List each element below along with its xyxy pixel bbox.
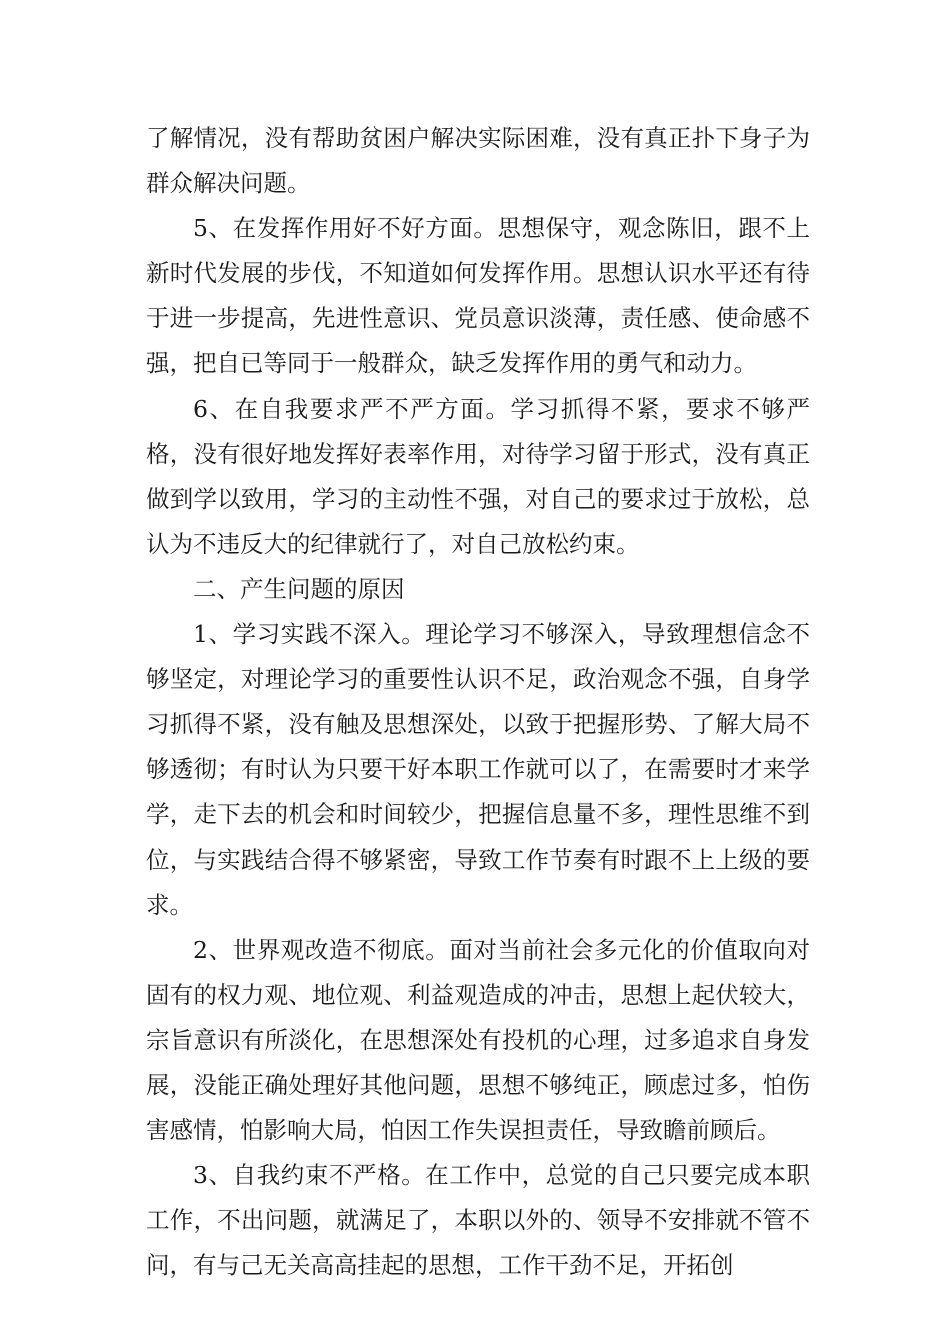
section-heading-causes: 二、产生问题的原因 bbox=[193, 574, 405, 603]
paragraph-item-6: 6、在自我要求严不严方面。学习抓得不紧，要求不够严格，没有很好地发挥好表率作用，对待学习留于形式，没有真正做到学以致用，学习的主动性不强，对自己的要求过于放松，总认为不违反大的纪律就行了，对自己放松约束。 bbox=[146, 394, 810, 558]
document-page bbox=[146, 116, 810, 1288]
paragraph-cause-3: 3、自我约束不严格。在工作中，总觉的自己只要完成本职工作，不出问题，就满足了，本职以外的、领导不安排就不管不问，有与己无关高高挂起的思想，工作干劲不足，开拓创 bbox=[146, 1161, 810, 1280]
paragraph-item-5: 5、在发挥作用好不好方面。思想保守，观念陈旧，跟不上新时代发展的步伐，不知道如何发挥作用。思想认识水平还有待于进一步提高，先进性意识、党员意识淡薄，责任感、使命感不强，把自已等同于一般群众，缺乏发挥作用的勇气和动力。 bbox=[146, 214, 810, 378]
paragraph-cause-1: 1、学习实践不深入。理论学习不够深入，导致理想信念不够坚定，对理论学习的重要性认识不足，政治观念不强，自身学习抓得不紧，没有触及思想深处，以致于把握形势、了解大局不够透彻；有时认为只要干好本职工作就可以了，在需要时才来学学，走下去的机会和时间较少，把握信息量不多，理性思维不到位，与实践结合得不够紧密，导致工作节奏有时跟不上上级的要求。 bbox=[146, 620, 810, 919]
paragraph-cause-2: 2、世界观改造不彻底。面对当前社会多元化的价值取向对固有的权力观、地位观、利益观造成的冲击，思想上起伏较大，宗旨意识有所淡化，在思想深处有投机的心理，过多追求自身发展，没能正确处理好其他问题，思想不够纯正，顾虑过多，怕伤害感情，怕影响大局，怕因工作失误担责任，导致瞻前顾后。 bbox=[146, 935, 810, 1145]
paragraph-continuation: 了解情况，没有帮助贫困户解决实际困难，没有真正扑下身子为群众解决问题。 bbox=[146, 124, 810, 198]
